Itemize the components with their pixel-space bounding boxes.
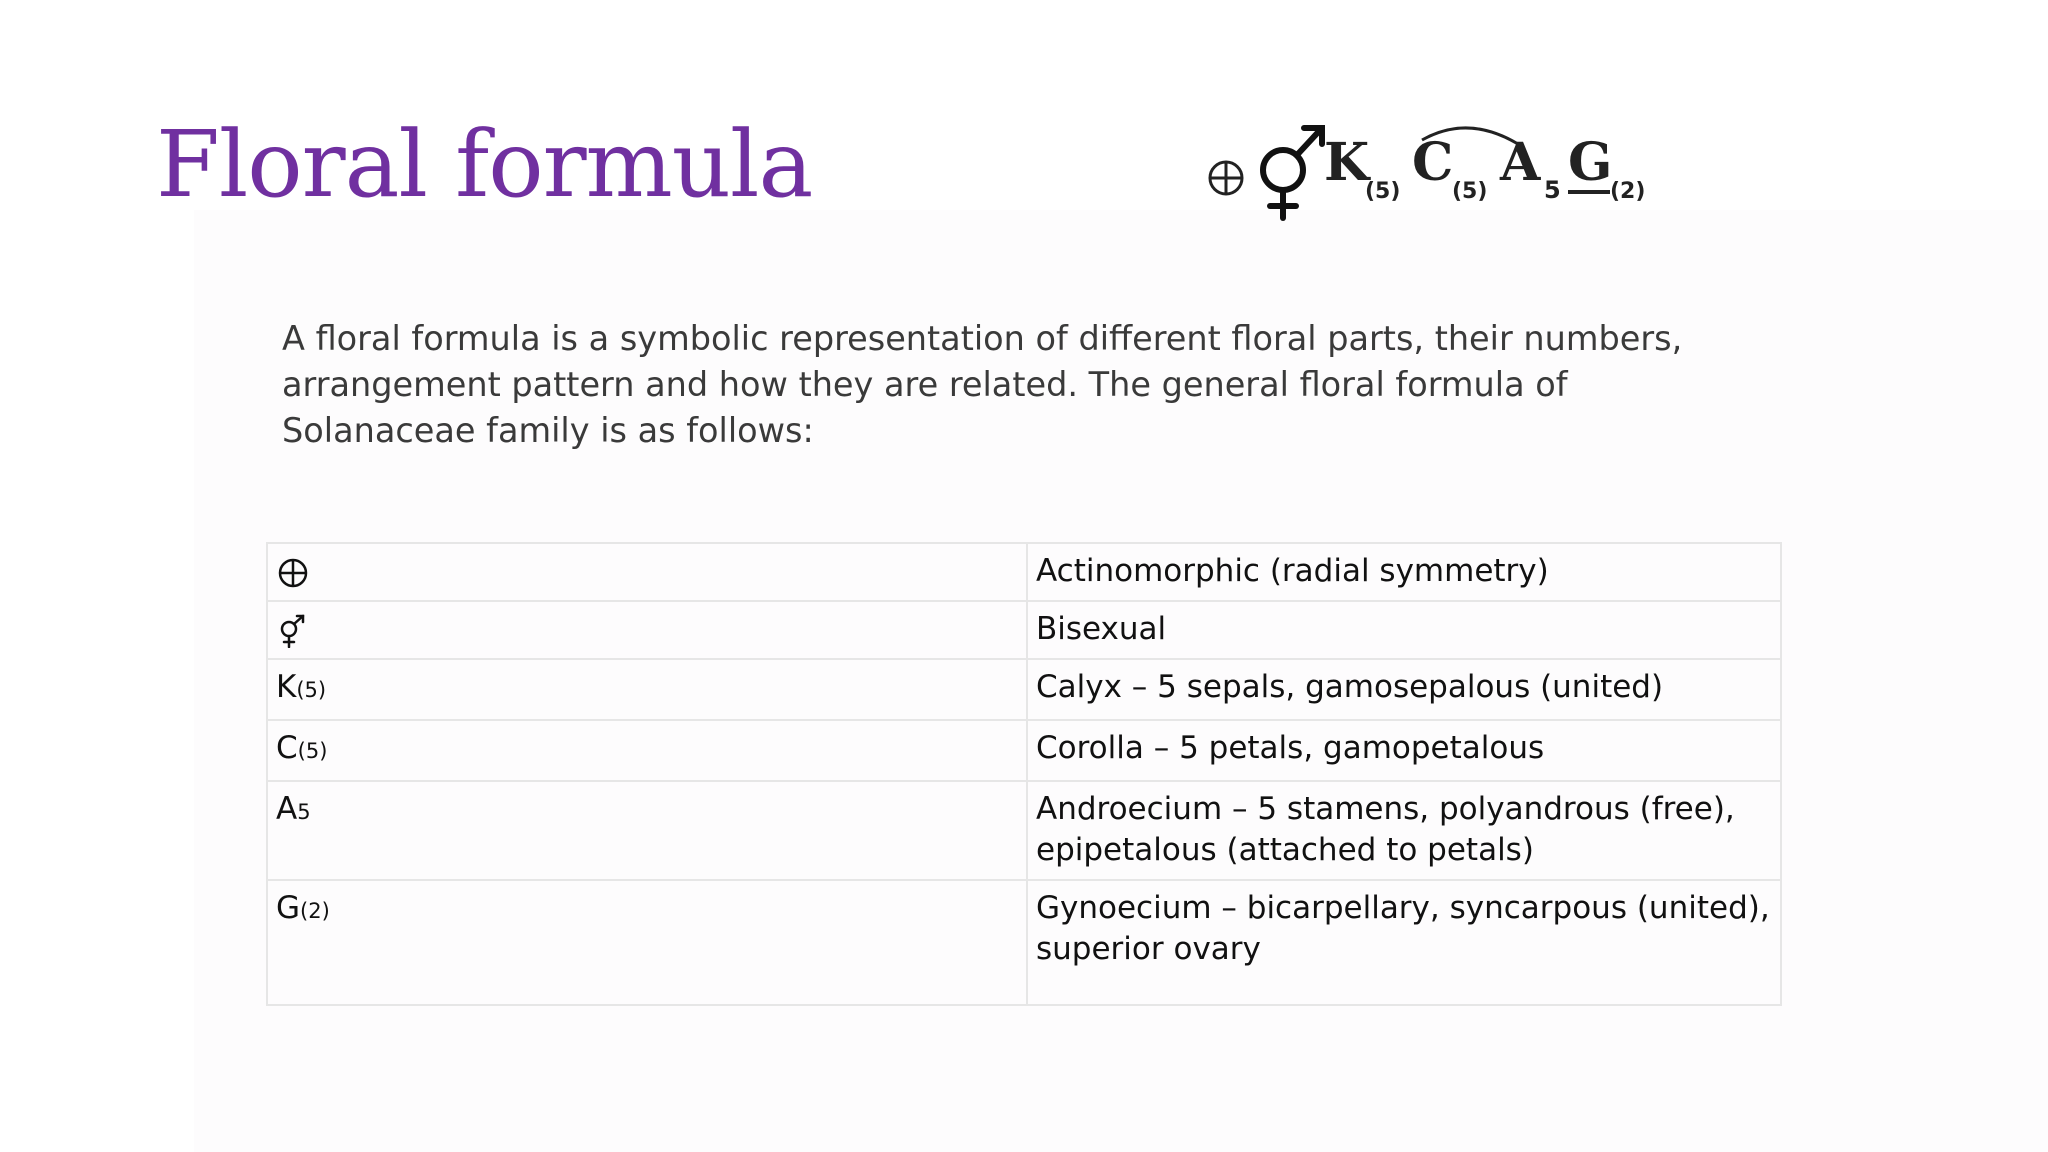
symbol-subscript: 5 [297,800,311,824]
symbol-cell [267,659,1027,720]
table-row [267,601,1781,659]
table-row [267,543,1781,601]
table-row [267,720,1781,781]
floral-formula-image [1200,118,1660,228]
actinomorphic-circle-plus-icon [276,556,310,590]
description-cell: Calyx – 5 sepals, gamosepalous (united) [1027,659,1781,720]
formula-a: A [1500,132,1541,193]
formula-a-sub: 5 [1544,176,1561,204]
bisexual-symbol-icon [1263,128,1322,218]
description-cell: Bisexual [1027,601,1781,659]
actinomorphic-circle-plus-icon [1210,162,1242,194]
formula-k: K [1324,132,1370,193]
table-row [267,659,1781,720]
formula-legend-table [266,542,1782,1006]
symbol-letter: A [276,791,298,827]
description-cell: Actinomorphic (radial symmetry) [1027,543,1781,601]
slide-title: Floral formula [156,111,813,218]
description-cell: Corolla – 5 petals, gamopetalous [1027,720,1781,781]
symbol-cell [267,720,1027,781]
symbol-letter: G [276,890,301,926]
symbol-subscript: (5) [296,678,327,702]
symbol-cell [267,781,1027,880]
symbol-cell [267,601,1027,659]
formula-k-sub: (5) [1365,179,1401,204]
description-cell: Gynoecium – bicarpellary, syncarpous (united), superior ovary [1027,880,1781,1005]
symbol-cell [267,543,1027,601]
formula-g: G [1568,132,1613,193]
formula-g-sub: (2) [1610,179,1646,204]
symbol-letter: K [276,669,297,705]
formula-c: C [1412,132,1454,193]
intro-paragraph: A floral formula is a symbolic representation of different floral parts, their numbers, arrangement pattern and how they are related. The general floral formula of Solanaceae family is as follows: [282,319,1683,450]
symbol-subscript: (2) [300,899,330,923]
table-row [267,880,1781,1005]
description-cell: Androecium – 5 stamens, polyandrous (free), epipetalous (attached to petals) [1027,781,1781,880]
formula-c-sub: (5) [1452,179,1488,204]
bisexual-symbol-icon [276,614,310,648]
table-row [267,781,1781,880]
symbol-subscript: (5) [297,739,328,763]
symbol-letter: C [276,730,298,766]
symbol-cell [267,880,1027,1005]
